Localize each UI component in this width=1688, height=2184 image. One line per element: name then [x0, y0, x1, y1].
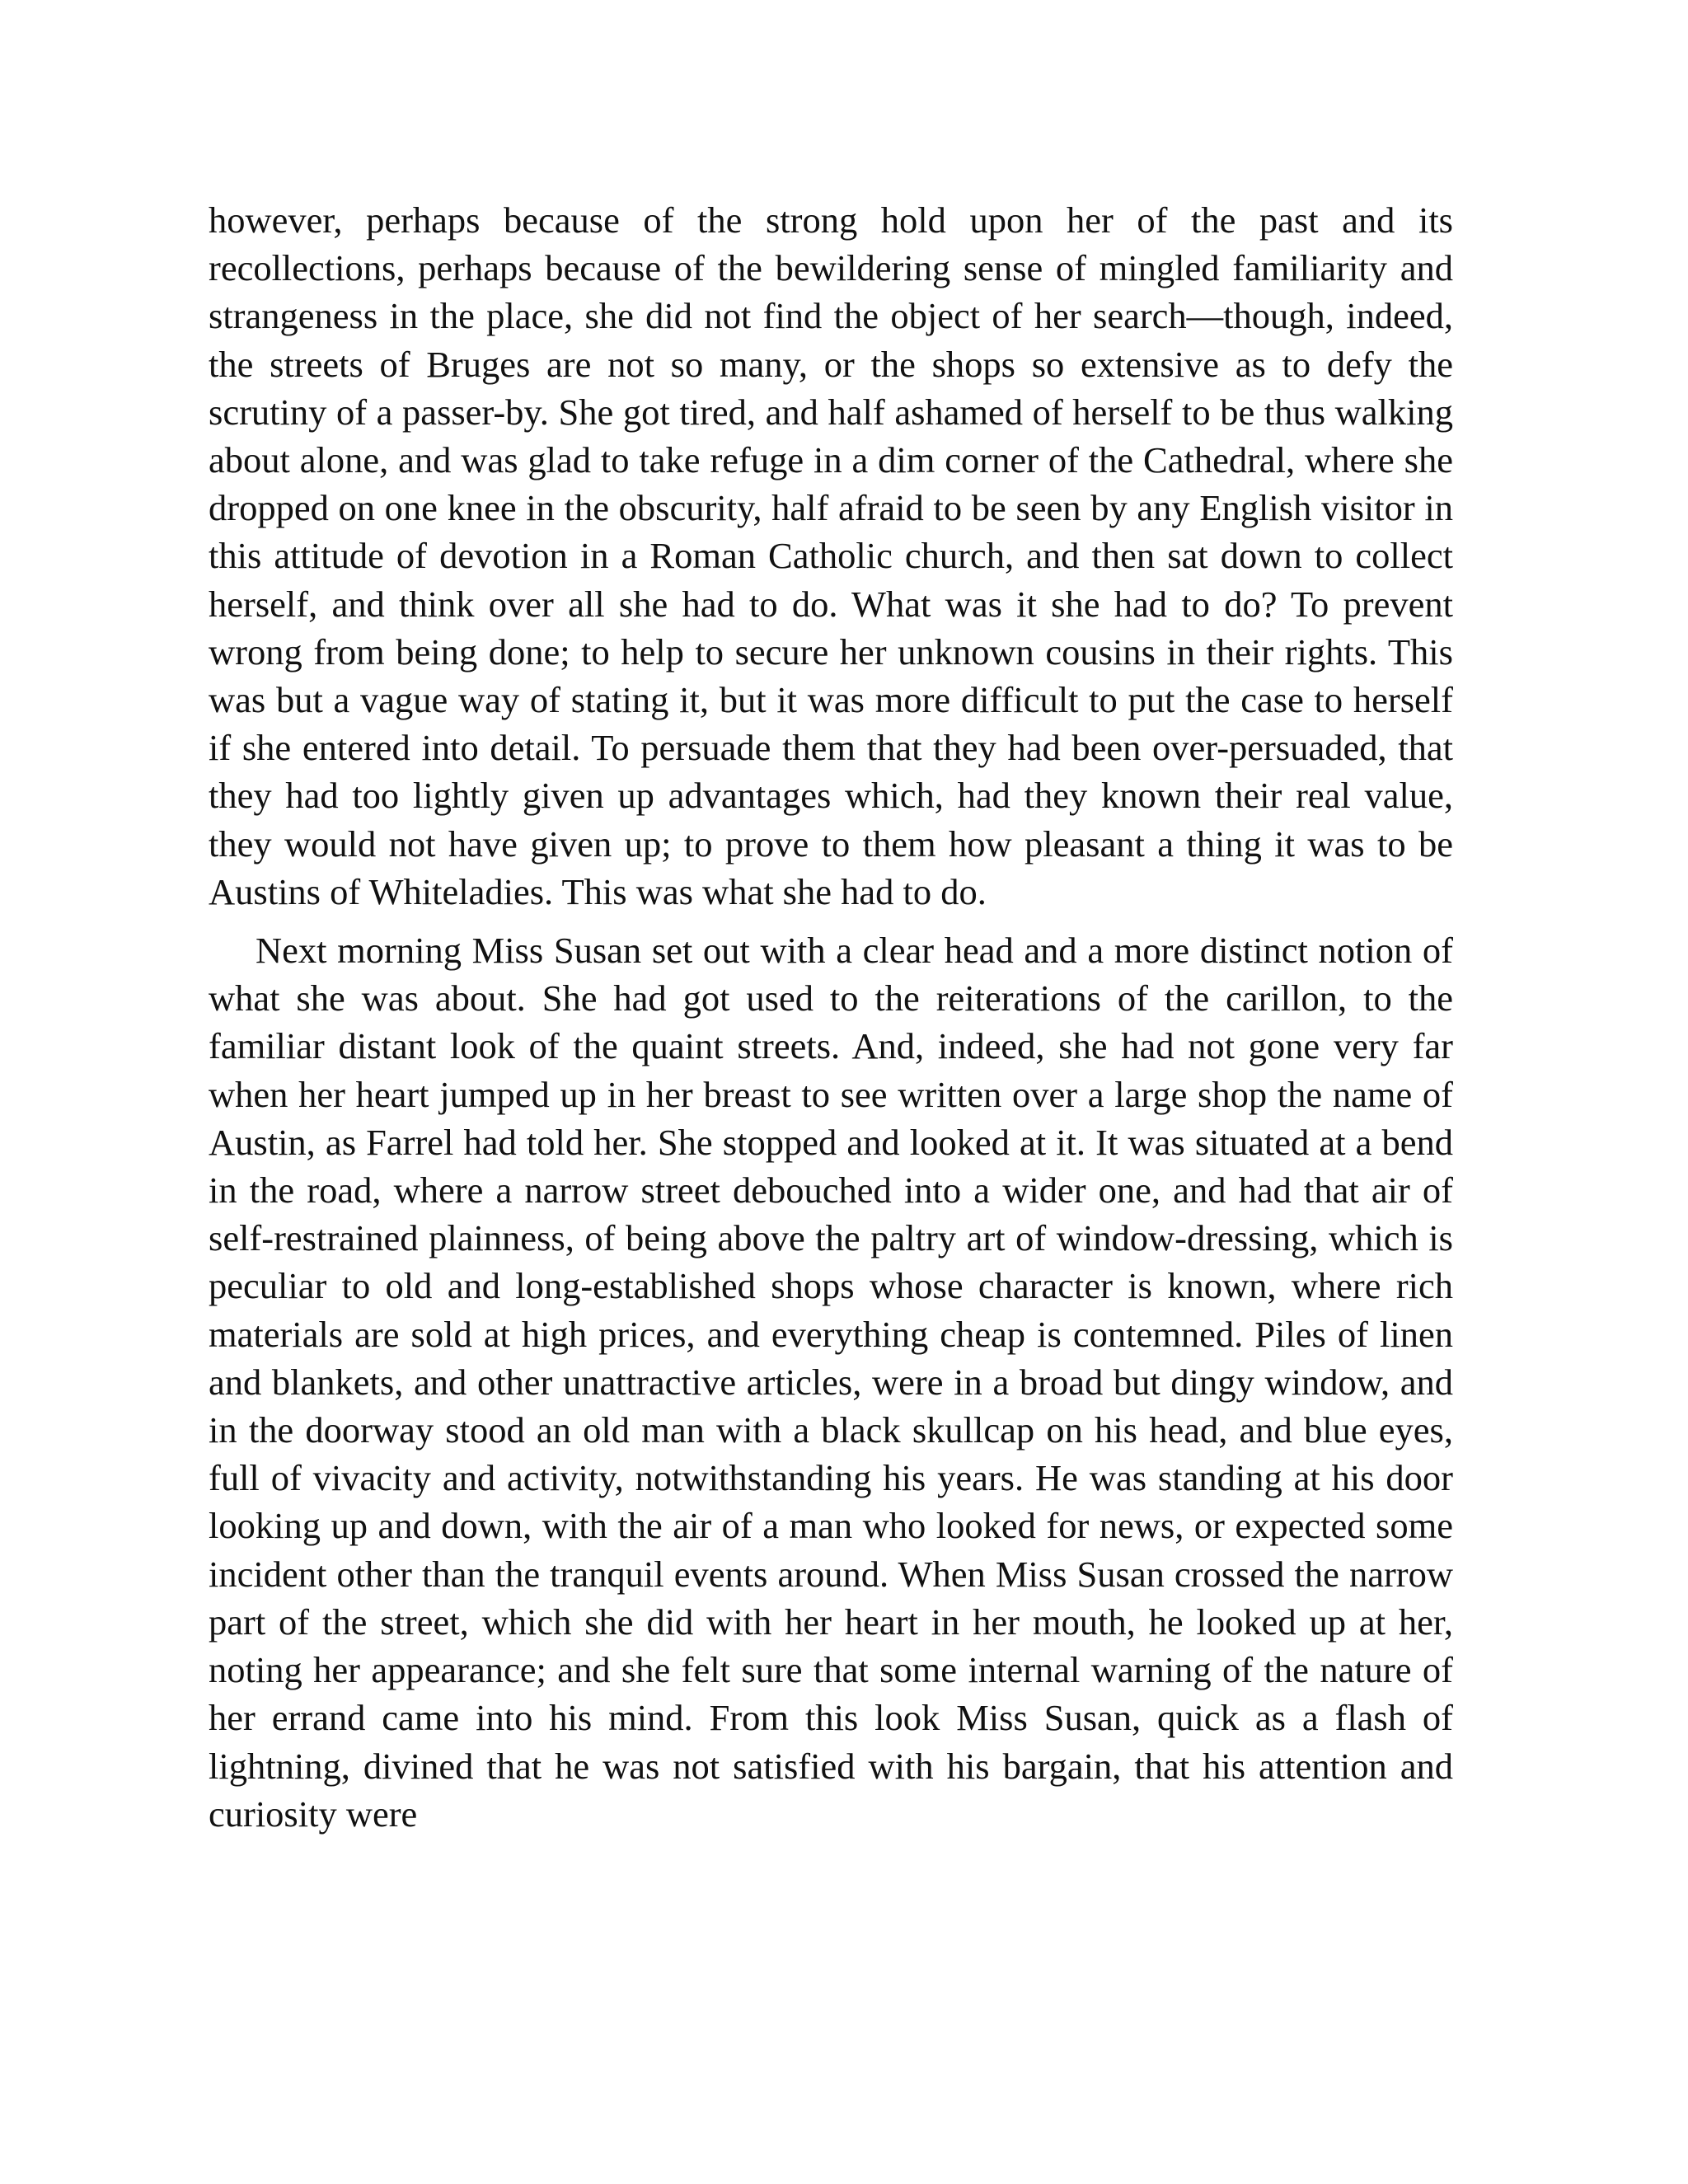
book-page: [209, 196, 1453, 1838]
paragraph-2: Next morning Miss Susan set out with a clear head and a more distinct notion of what she was about. She had got used to the reiterations of the carillon, to the familiar distant look of the quaint streets. And, indeed, she had not gone very far when her heart jumped up in her breast to see written over a large shop the name of Austin, as Farrel had told her. She stopped and looked at it. It was situated at a bend in the road, where a narrow street debouched into a wider one, and had that air of self-restrained plainness, of being above the paltry art of window-dressing, which is peculiar to old and long-established shops whose character is known, where rich materials are sold at high prices, and everything cheap is contemned. Piles of linen and blankets, and other unattractive articles, were in a broad but dingy window, and in the doorway stood an old man with a black skullcap on his head, and blue eyes, full of vivacity and activity, notwithstanding his years. He was standing at his door looking up and down, with the air of a man who looked for news, or expected some incident other than the tranquil events around. When Miss Susan crossed the narrow part of the street, which she did with her heart in her mouth, he looked up at her, noting her appearance; and she felt sure that some internal warning of the nature of her errand came into his mind. From this look Miss Susan, quick as a flash of lightning, divined that he was not satisfied with his bargain, that his attention and curiosity were: [209, 930, 1453, 1835]
paragraph-1: however, perhaps because of the strong hold upon her of the past and its recollections, perhaps because of the bewildering sense of mingled familiarity and strangeness in the place, she did not find the object of her search—though, indeed, the streets of Bruges are not so many, or the shops so extensive as to defy the scrutiny of a passer-by. She got tired, and half ashamed of herself to be thus walking about alone, and was glad to take refuge in a dim corner of the Cathedral, where she dropped on one knee in the obscurity, half afraid to be seen by any English visitor in this attitude of devotion in a Roman Catholic church, and then sat down to collect herself, and think over all she had to do. What was it she had to do? To prevent wrong from being done; to help to secure her unknown cousins in their rights. This was but a vague way of stating it, but it was more difficult to put the case to herself if she entered into detail. To persuade them that they had been over-persuaded, that they had too lightly given up advantages which, had they known their real value, they would not have given up; to prove to them how pleasant a thing it was to be Austins of Whiteladies. This was what she had to do.: [209, 199, 1453, 912]
